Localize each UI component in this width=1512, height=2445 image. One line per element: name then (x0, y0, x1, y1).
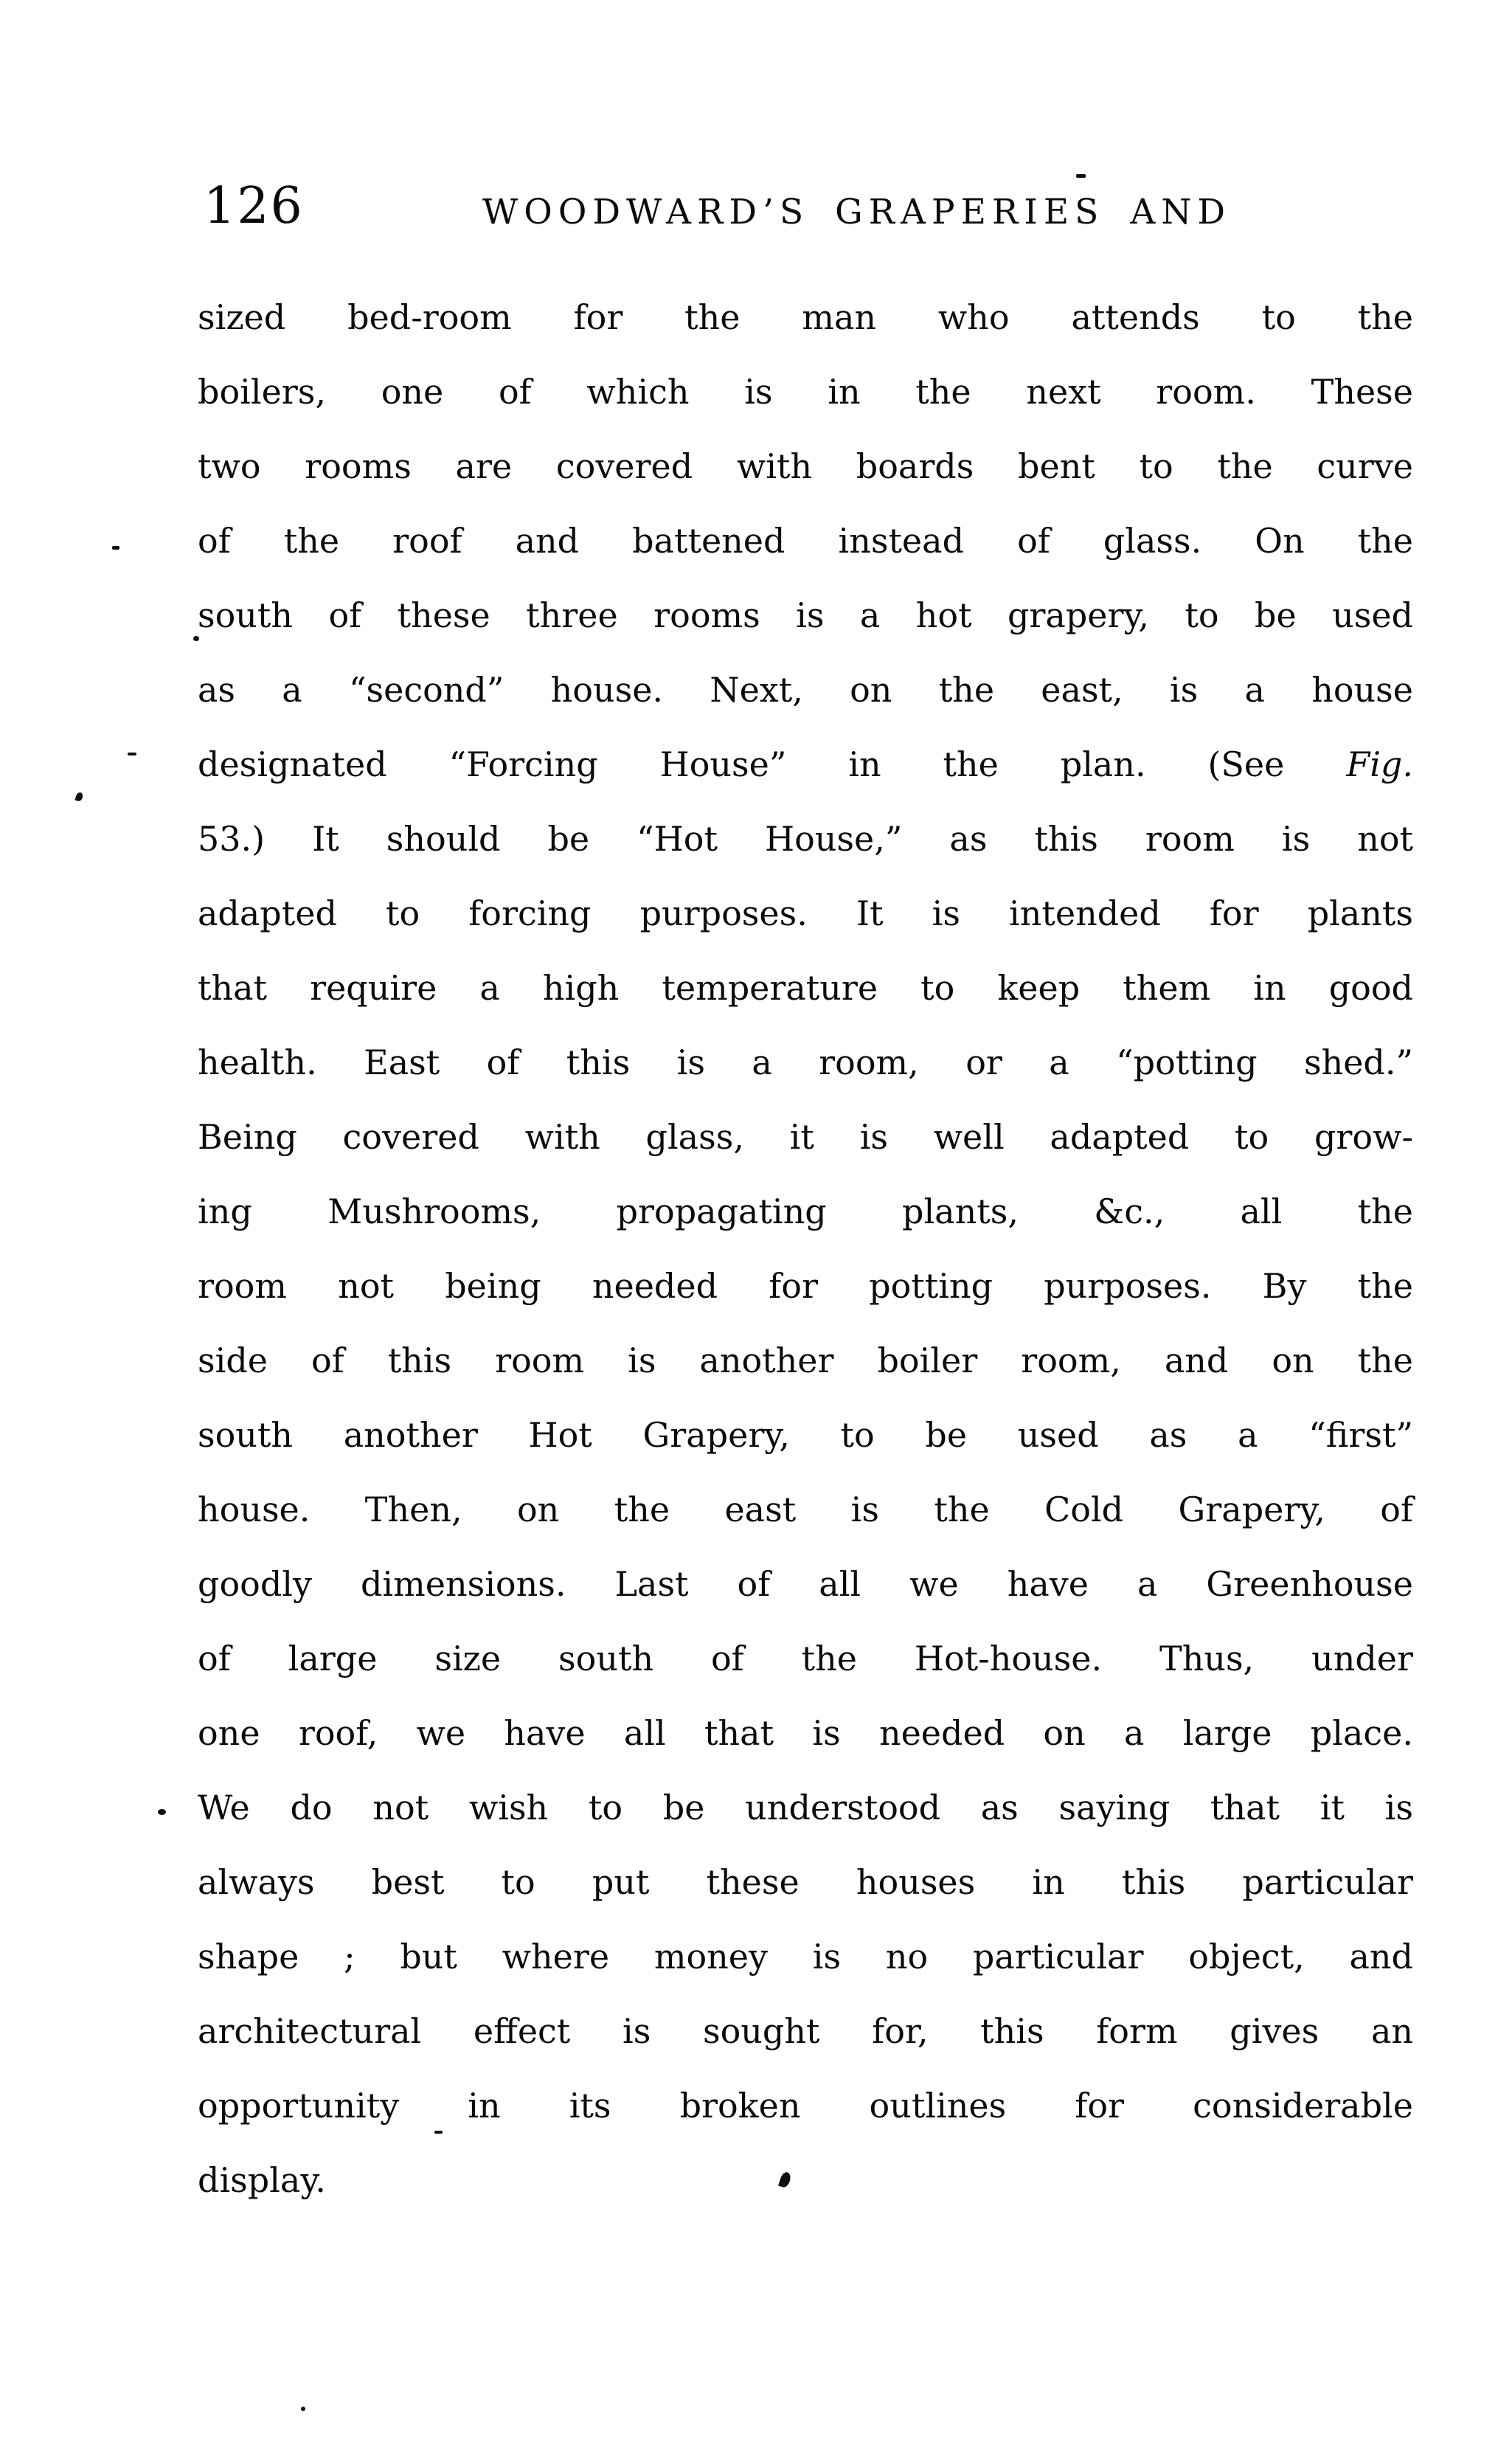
scan-speck (301, 2407, 305, 2411)
body-line (198, 727, 1413, 802)
body-line (198, 1324, 1413, 1398)
body-line (198, 2069, 1413, 2143)
body-line-italic-segment: Fig. (1346, 744, 1413, 784)
body-line (198, 1622, 1413, 1696)
running-title: WOODWARD’S GRAPERIES AND (482, 192, 1232, 232)
scan-speck (128, 753, 136, 755)
body-line (198, 429, 1413, 504)
body-line-segment: boilers, one of which is in the next room. These (198, 372, 1413, 412)
body-line-segment: sized bed-room for the man who attends to the (198, 297, 1413, 337)
body-line (198, 1696, 1413, 1771)
body-line (198, 1249, 1413, 1324)
body-line (198, 951, 1413, 1026)
body-line (198, 1026, 1413, 1100)
body-line-segment: of the roof and battened instead of glass. On the (198, 521, 1413, 561)
body-line-segment: south another Hot Grapery, to be used as a “first” (198, 1415, 1413, 1455)
body-line-segment: south of these three rooms is a hot grapery, to be used (198, 595, 1413, 635)
body-line-segment: ing Mushrooms, propagating plants, &c., all the (198, 1192, 1413, 1231)
body-line (198, 1175, 1413, 1249)
body-line (198, 2143, 1413, 2218)
body-line (198, 1771, 1413, 1845)
body-line-segment: always best to put these houses in this particular (198, 1862, 1413, 1902)
body-line (198, 1100, 1413, 1175)
body-line-segment: one roof, we have all that is needed on a large place. (198, 1713, 1413, 1753)
body-line-segment: side of this room is another boiler room, and on the (198, 1341, 1413, 1380)
body-line-segment: goodly dimensions. Last of all we have a Greenhouse (198, 1564, 1413, 1604)
body-line-segment: 53.) It should be “Hot House,” as this room is not (198, 819, 1413, 859)
body-line-segment: We do not wish to be understood as saying that it is (198, 1788, 1413, 1827)
body-line (198, 578, 1413, 653)
scan-speck (112, 546, 119, 550)
scan-speck (74, 792, 83, 802)
body-line-segment: of large size south of the Hot-house. Thus, under (198, 1639, 1413, 1678)
scan-speck (193, 636, 199, 641)
body-line (198, 1845, 1413, 1920)
body-line-segment: architectural effect is sought for, this form gives an (198, 2011, 1413, 2051)
body-line (198, 355, 1413, 429)
body-line (198, 876, 1413, 951)
body-line-segment: Being covered with glass, it is well adapted to grow- (198, 1117, 1413, 1157)
body-line-segment: as a “second” house. Next, on the east, is a house (198, 670, 1413, 710)
body-line-segment: adapted to forcing purposes. It is intended for plants (198, 893, 1413, 933)
scan-speck (434, 2131, 443, 2134)
body-line-segment: that require a high temperature to keep them in good (198, 968, 1413, 1008)
body-line (198, 1398, 1413, 1473)
page-number: 126 (204, 177, 304, 235)
scan-speck (1076, 174, 1086, 178)
body-line-segment: display. (198, 2160, 326, 2200)
body-line (198, 1994, 1413, 2069)
body-text (198, 280, 1413, 2218)
body-line (198, 802, 1413, 876)
body-line-segment: shape ; but where money is no particular object, and (198, 1937, 1413, 1977)
body-line (198, 1920, 1413, 1994)
body-line (198, 1473, 1413, 1547)
body-line-segment: house. Then, on the east is the Cold Grapery, of (198, 1490, 1413, 1529)
body-line-segment: two rooms are covered with boards bent to the curve (198, 446, 1413, 486)
scan-speck (158, 1809, 166, 1815)
body-line (198, 280, 1413, 355)
body-line (198, 653, 1413, 727)
body-line-segment: health. East of this is a room, or a “potting shed.” (198, 1042, 1413, 1082)
body-line-segment: opportunity in its broken outlines for considerable (198, 2086, 1413, 2126)
body-line-segment: designated “Forcing House” in the plan. (See (198, 744, 1347, 784)
body-line-segment: room not being needed for potting purposes. By the (198, 1266, 1413, 1306)
body-line (198, 504, 1413, 578)
body-line (198, 1547, 1413, 1622)
